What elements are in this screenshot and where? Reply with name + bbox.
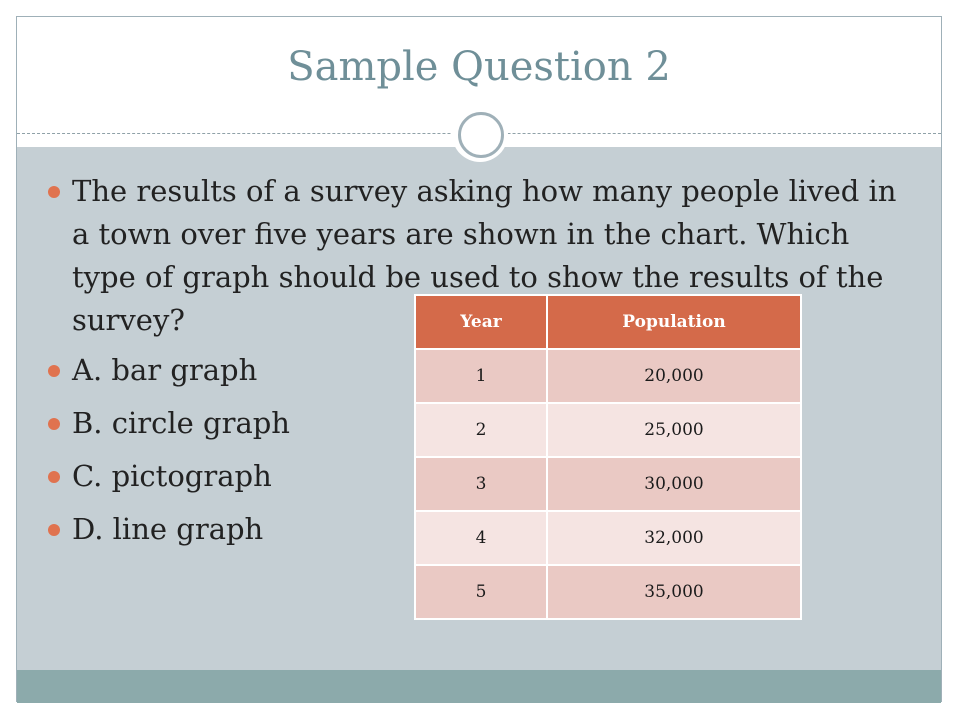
cell-year: 1: [415, 349, 547, 403]
table-row: [415, 457, 801, 511]
header-population: Population: [547, 295, 801, 349]
cell-year: 4: [415, 511, 547, 565]
table-row: [415, 403, 801, 457]
cell-year: 5: [415, 565, 547, 619]
cell-population: 30,000: [547, 457, 801, 511]
option-c-label: C. pictograph: [72, 459, 272, 493]
cell-population: 20,000: [547, 349, 801, 403]
option-b-label: B. circle graph: [72, 406, 290, 440]
slide-title: Sample Question 2: [287, 44, 671, 90]
table-header-row: [415, 295, 801, 349]
circle-bullet-icon: [48, 524, 60, 536]
cell-population: 25,000: [547, 403, 801, 457]
circle-bullet-icon: [48, 418, 60, 430]
cell-population: 35,000: [547, 565, 801, 619]
cell-year: 3: [415, 457, 547, 511]
population-table: [414, 294, 802, 620]
option-a-label: A. bar graph: [72, 353, 258, 387]
circle-ring-icon: [458, 112, 504, 158]
circle-bullet-icon: [48, 471, 60, 483]
cell-year: 2: [415, 403, 547, 457]
question-text: The results of a survey asking how many people lived in a town over five years are shown in the chart. Which type of graph should be used to show the results of the survey?: [72, 174, 897, 337]
table-row: [415, 349, 801, 403]
cell-population: 32,000: [547, 511, 801, 565]
table-row: [415, 565, 801, 619]
table-row: [415, 511, 801, 565]
circle-bullet-icon: [48, 365, 60, 377]
footer-band: [17, 670, 941, 703]
option-d-label: D. line graph: [72, 512, 264, 546]
circle-bullet-icon: [48, 186, 60, 198]
header-year: Year: [415, 295, 547, 349]
